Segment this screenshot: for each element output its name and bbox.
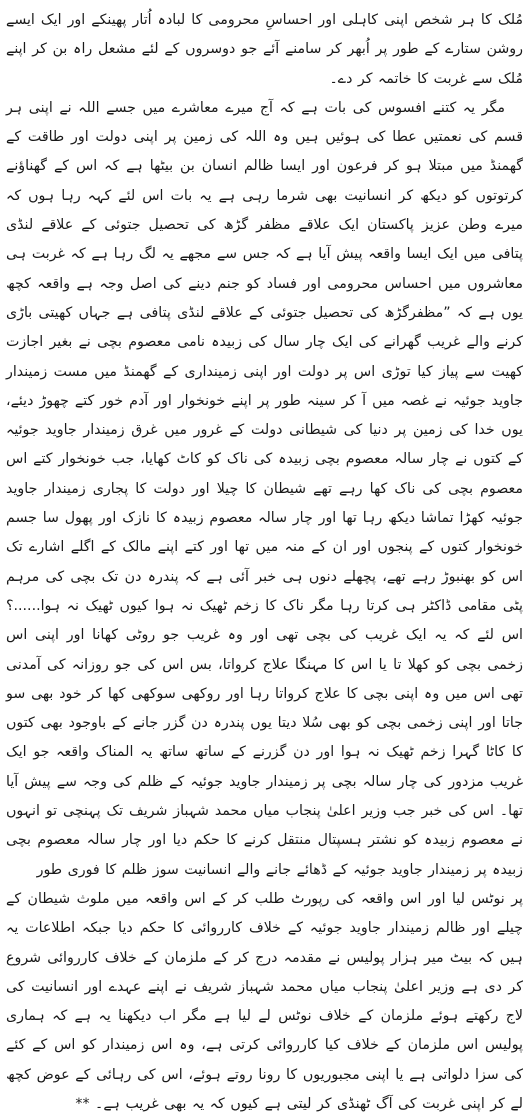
article-paragraph-2: مگر یہ کتنے افسوس کی بات ہے کہ آج میرے معاشرے میں جسے اللہ نے اپنی ہر قسم کی نعمتیں عطا کی ہوئیں ہیں وہ اللہ کی زمین پر اپنی دولت اور طاقت کے گھمنڈ میں مبتلا ہو کر فرعون اور ایسا ظالم انسان بن بیٹھا ہے کہ اس کے گھناؤنے کرتوتوں کو دیکھ کر انسانیت بھی شرما رہی ہے یہ بات اس لئے کہہ رہا ہوں کہ میرے وطن عزیز پاکستان ایک علاقے مظفر گڑھ کی تحصیل جتوئی کے علاقے لنڈی پتافی میں ایک ایسا واقعہ پیش آیا ہے کہ جس سے مجھے یہ لگ رہا ہے کہ غربت ہی معاشروں میں احساس محرومی اور فساد کو جنم دینے کی اصل وجہ ہے واقعہ کچھ یوں ہے کہ ”مظفرگڑھ کی تحصیل جتوئی کے علاقے لنڈی پتافی ہے جہاں کھیتی باڑی کرنے والے غریب گھرانے کی ایک چار سال کی زبیدہ نامی معصوم بچی نے بغیر اجازت کھیت سے پیاز کیا توڑی اس پر دولت اور اپنی زمینداری کے گھمنڈ میں مست زمیندار جاوید جوئیہ نے غصہ میں آ کر سینہ طور پر اپنے خونخوار اور آدم خور کتے چھوڑ دیئے، یوں خدا کی زمین پر دنیا کی شیطانی دولت کے غرور میں غرق زمیندار جاوید جوئیہ کے کتوں نے چار سالہ معصوم بچی زبیدہ کی ناک کو کاٹ کھایا، جب خونخوار کتے اس معصوم بچی کی ناک کھا رہے تھے شیطان کا چیلا اور دولت کا پجاری زمیندار جاوید جوئیہ کھڑا تماشا دیکھ رہا تھا اور چار سالہ معصوم زبیدہ کا نازک اور پھول سا جسم خونخوار کتوں کے پنجوں اور ان کے منہ میں تھا اور کتے اپنے مالک کے اگلے اشارے تک اس کو بھنبوڑ رہے تھے، پچھلے دنوں ہی خبر آئی ہے کہ پندرہ دن تک بچی کی مرہم پٹی مقامی ڈاکٹر ہی کرتا رہا مگر ناک کا زخم ٹھیک نہ ہوا کیوں ٹھیک نہ ہوا......؟ اس لئے کہ یہ ایک غریب کی بچی تھی اور وہ غریب جو روٹی کھانا اور اپنی اس زخمی بچی کو کھلا تا یا اس کا مہنگا علاج کرواتا، بس اس کی جو روزانہ کی آمدنی تھی اس میں وہ اپنی بچی کا علاج کرواتا رہا اور روکھی سوکھی کھا کر خود بھی سو جاتا اور اپنی زخمی بچی کو بھی سُلا دیتا یوں پندرہ دن گزر جانے کے باوجود بھی کتوں کا کاٹا گہرا زخم ٹھیک نہ ہوا اور دن گزرنے کے ساتھ ساتھ یہ المناک واقعہ جو ایک غریب مزدور کی چار سالہ بچی پر زمیندار جاوید جوئیہ کے ظلم کی وجہ سے پیش آیا تھا۔ اس کی خبر جب وزیر اعلیٰ پنجاب میاں محمد شہباز شریف تک پہنچی تو انہوں نے معصوم زبیدہ کو نشتر ہسپتال منتقل کرنے کا حکم دیا اور چار سالہ معصوم بچی زبیدہ پر زمیندار جاوید جوئیہ کے ڈھائے جانے والے انسانیت سوز ظلم کا فوری طور	[6, 99, 523, 878]
article-paragraph-3: پر نوٹس لیا اور اس واقعہ کی رپورٹ طلب کر کے اس واقعہ میں ملوث شیطان کے چیلے اور ظالم زمیندار جاوید جوئیہ کے خلاف کارروائی کا حکم دیا جبکہ اطلاعات یہ ہیں کہ بیٹ میر ہزار پولیس نے مقدمہ درج کر کے ملزمان کے خلاف کارروائی شروع کر دی ہے وزیر اعلیٰ پنجاب میاں محمد شہباز شریف نے اپنے عہدے اور انسانیت کی لاج رکھتے ہوئے ملزمان کے خلاف نوٹس لے لیا ہے مگر اب دیکھنا یہ ہے کہ ہماری پولیس اس ملزمان کے خلاف کیا کارروائی کرتی ہے، وہ اس زمیندار کو اس کے کئے کی سزا دلواتی ہے یا اپنی مجبوریوں کا رونا روتے ہوئے، اس کی رہائی کے عوض کچھ لے کر اپنی غربت کی آگ ٹھنڈی کر لیتی ہے کیوں کہ یہ بھی غریب ہے۔ **	[6, 890, 523, 1112]
article-paragraph-1: مُلک کا ہر شخص اپنی کاہلی اور احساسِ محرومی کا لبادہ اُتار پھینکے اور ایک ایسے روشن ستارے کے طور پر اُبھر کر سامنے آئے جو دوسروں کے لئے مشعل راہ بن کر اپنے مُلک سے غربت کا خاتمہ کر دے۔	[6, 12, 523, 87]
